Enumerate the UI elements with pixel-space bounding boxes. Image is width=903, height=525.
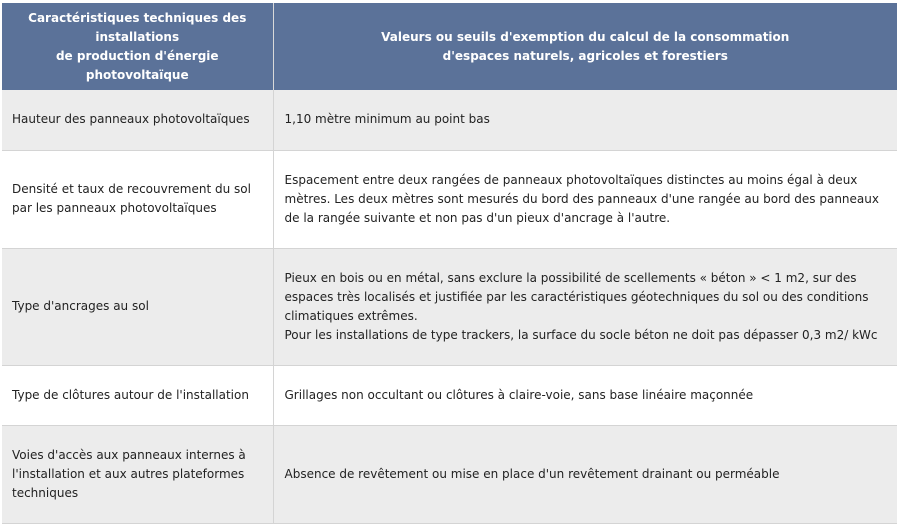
value-cell	[273, 90, 897, 150]
value-cell	[273, 365, 897, 425]
table-header	[2, 3, 897, 90]
header-technical-characteristics	[2, 3, 273, 90]
value-text: Pour les installations de type trackers, la surface du socle béton ne doit pas dépasser 0,3 m2/ kWc	[284, 327, 878, 342]
header-row	[2, 3, 897, 90]
table-row-fencing	[2, 365, 897, 425]
value-text: Grillages non occultant ou clôtures à claire-voie, sans base linéaire maçonnée	[284, 387, 754, 402]
characteristic-cell: Densité et taux de recouvrement du sol par les panneaux photovoltaïques	[2, 150, 273, 248]
table-row-access-roads	[2, 425, 897, 523]
header-line: de production d'énergie photovoltaïque	[55, 48, 219, 82]
table-row-density	[2, 150, 897, 248]
value-text: Pieux en bois ou en métal, sans exclure la possibilité de scellements « béton » < 1 m2, sur des espaces très localisés et justifiée par les caractéristiques géotechniques du sol ou des conditions climatiques extrêmes.	[284, 270, 869, 323]
exemption-thresholds-table	[2, 3, 897, 524]
table-row-panel-height	[2, 90, 897, 150]
value-text: 1,10 mètre minimum au point bas	[284, 112, 490, 127]
value-cell	[273, 425, 897, 523]
header-line: Valeurs ou seuils d'exemption du calcul de la consommation	[381, 29, 790, 44]
characteristic-cell: Type de clôtures autour de l'installation	[2, 365, 273, 425]
table-body	[2, 90, 897, 523]
value-text: Absence de revêtement ou mise en place d'un revêtement drainant ou perméable	[284, 466, 780, 481]
value-cell	[273, 150, 897, 248]
characteristic-cell: Voies d'accès aux panneaux internes à l'installation et aux autres plateformes techniques	[2, 425, 273, 523]
value-cell	[273, 248, 897, 365]
table-row-anchoring	[2, 248, 897, 365]
header-exemption-values	[273, 3, 897, 90]
header-line: d'espaces naturels, agricoles et forestiers	[442, 48, 728, 63]
header-line: Caractéristiques techniques des	[28, 10, 247, 25]
value-text: Espacement entre deux rangées de panneaux photovoltaïques distinctes au moins égal à deux mètres. Les deux mètres sont mesurés du bord des panneaux d'une rangée au bord des panneaux de la rangée suivante et non pas d'un pieux d'ancrage à l'autre.	[284, 172, 879, 225]
header-line: installations	[95, 29, 180, 44]
characteristic-cell: Type d'ancrages au sol	[2, 248, 273, 365]
characteristic-cell: Hauteur des panneaux photovoltaïques	[2, 90, 273, 150]
